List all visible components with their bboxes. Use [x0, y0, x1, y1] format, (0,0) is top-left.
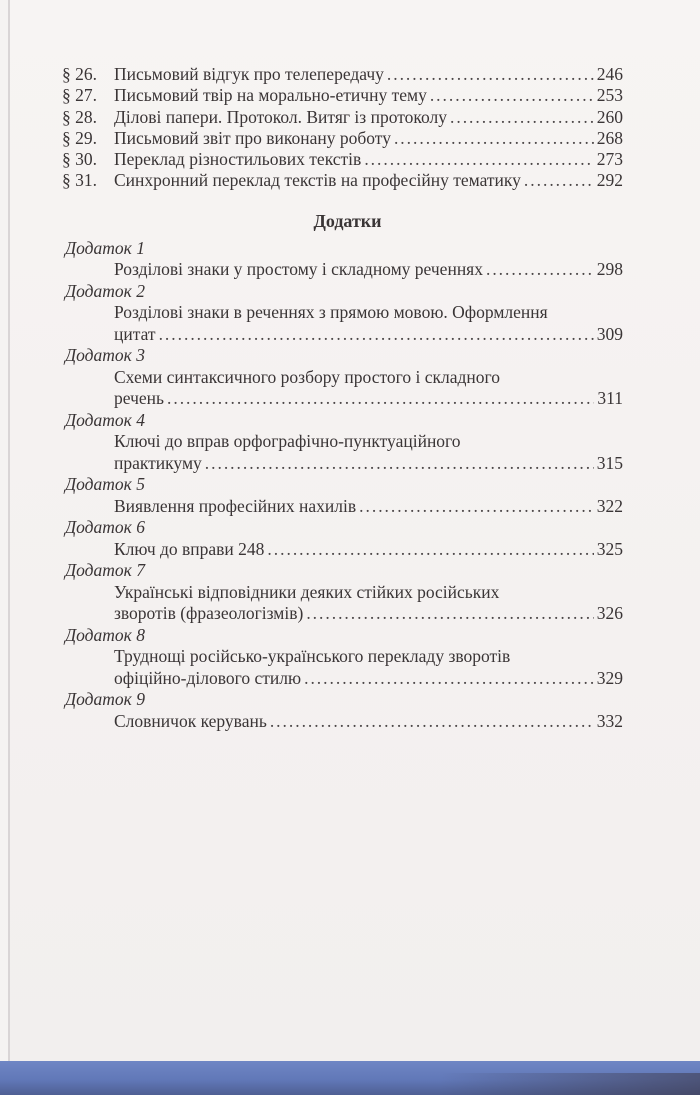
- section-number: § 28.: [62, 106, 97, 127]
- appendix-label: Додаток 6: [65, 517, 145, 538]
- appendix-entry-1: [62, 259, 623, 281]
- page-number: 325: [596, 538, 623, 559]
- section-title: Ділові папери. Протокол. Витяг із протоколу: [114, 106, 447, 127]
- page-number: 273: [596, 149, 623, 170]
- appendix-entry-9: [62, 711, 623, 733]
- appendix-entry-3: [62, 388, 623, 410]
- page-number: 315: [596, 452, 623, 473]
- page-number: 292: [596, 170, 623, 191]
- book-page: [8, 0, 700, 1062]
- appendix-title: Ключ до вправи 248: [114, 538, 265, 559]
- appendix-label: Додаток 4: [65, 409, 145, 430]
- appendix-label: Додаток 9: [65, 689, 145, 710]
- section-number: § 31.: [62, 170, 97, 191]
- appendix-label: Додаток 7: [65, 560, 145, 581]
- appendices-heading: Додатки: [313, 210, 382, 231]
- appendix-title-line: Ключі до вправ орфографічно-пунктуаційного: [114, 431, 461, 452]
- toc-entry-30: [62, 149, 623, 170]
- toc-entry-31: [62, 170, 623, 191]
- page-number: 332: [596, 710, 623, 731]
- toc-entry-29: [62, 128, 623, 149]
- section-title: Письмовий твір на морально-етичну тему: [114, 85, 427, 106]
- dot-leader: [306, 603, 593, 625]
- section-number: § 30.: [62, 149, 97, 170]
- dot-leader: [387, 64, 594, 85]
- appendix-title: Розділові знаки у простому і складному реченнях: [114, 259, 483, 280]
- dot-leader: [486, 259, 594, 281]
- dot-leader: [270, 711, 594, 733]
- scan-bottom-edge: [0, 1061, 700, 1095]
- appendix-title: речень: [114, 388, 164, 409]
- appendix-label: Додаток 5: [65, 474, 145, 495]
- dot-leader: [450, 107, 594, 128]
- appendix-title-line: Українські відповідники деяких стійких російських: [114, 581, 500, 602]
- dot-leader: [159, 324, 594, 346]
- page-number: 322: [596, 495, 623, 516]
- section-title: Переклад різностильових текстів: [114, 149, 362, 170]
- appendix-label: Додаток 3: [65, 345, 145, 366]
- section-number: § 29.: [62, 127, 97, 148]
- section-title: Синхронний переклад текстів на професійну тематику: [114, 170, 521, 191]
- toc-entry-27: [62, 85, 623, 106]
- section-title: Письмовий відгук про телепередачу: [114, 64, 384, 84]
- appendix-entry-7: [62, 603, 623, 625]
- appendix-title: офіційно-ділового стилю: [114, 667, 302, 688]
- page-number: 329: [596, 667, 623, 688]
- appendix-entry-6: [62, 539, 623, 561]
- appendix-label: Додаток 1: [65, 237, 145, 258]
- page-number: 246: [596, 64, 623, 84]
- appendix-entry-8: [62, 668, 623, 690]
- appendix-title: цитат: [114, 323, 156, 344]
- appendix-entry-4: [62, 453, 623, 475]
- dot-leader: [364, 149, 593, 170]
- dot-leader: [359, 496, 594, 518]
- appendix-title-line: Розділові знаки в реченнях з прямою мовою. Оформлення: [114, 302, 548, 323]
- page-number: 309: [596, 323, 623, 344]
- appendix-title: Виявлення професійних нахилів: [114, 495, 357, 516]
- page-number: 326: [596, 603, 623, 624]
- dot-leader: [267, 539, 593, 561]
- appendix-label: Додаток 8: [65, 624, 145, 645]
- section-number: § 27.: [62, 85, 97, 106]
- appendix-title: зворотів (фразеологізмів): [114, 603, 304, 624]
- dot-leader: [430, 85, 594, 106]
- appendix-title-line: Труднощі російсько-українського перекладу зворотів: [114, 646, 511, 667]
- dot-leader: [205, 453, 594, 475]
- scan-shadow: [440, 1073, 700, 1095]
- section-number: § 26.: [62, 64, 97, 84]
- dot-leader: [524, 170, 594, 191]
- appendix-title: Словничок керувань: [114, 710, 267, 731]
- appendix-entry-2: [62, 324, 623, 346]
- appendix-title: практикуму: [114, 452, 202, 473]
- appendix-title-line: Схеми синтаксичного розбору простого і складного: [114, 366, 501, 387]
- appendix-entry-5: [62, 496, 623, 518]
- toc-entry-26: [62, 64, 623, 85]
- dot-leader: [167, 388, 594, 410]
- dot-leader: [304, 668, 594, 690]
- page-number: 268: [596, 127, 623, 148]
- page-number: 253: [596, 85, 623, 106]
- section-title: Письмовий звіт про виконану роботу: [114, 127, 391, 148]
- page-number: 311: [597, 388, 623, 409]
- dot-leader: [394, 128, 594, 149]
- page-number: 298: [596, 259, 623, 280]
- appendix-label: Додаток 2: [65, 280, 145, 301]
- toc-entry-28: [62, 107, 623, 128]
- table-of-contents: [62, 64, 623, 732]
- page-number: 260: [596, 106, 623, 127]
